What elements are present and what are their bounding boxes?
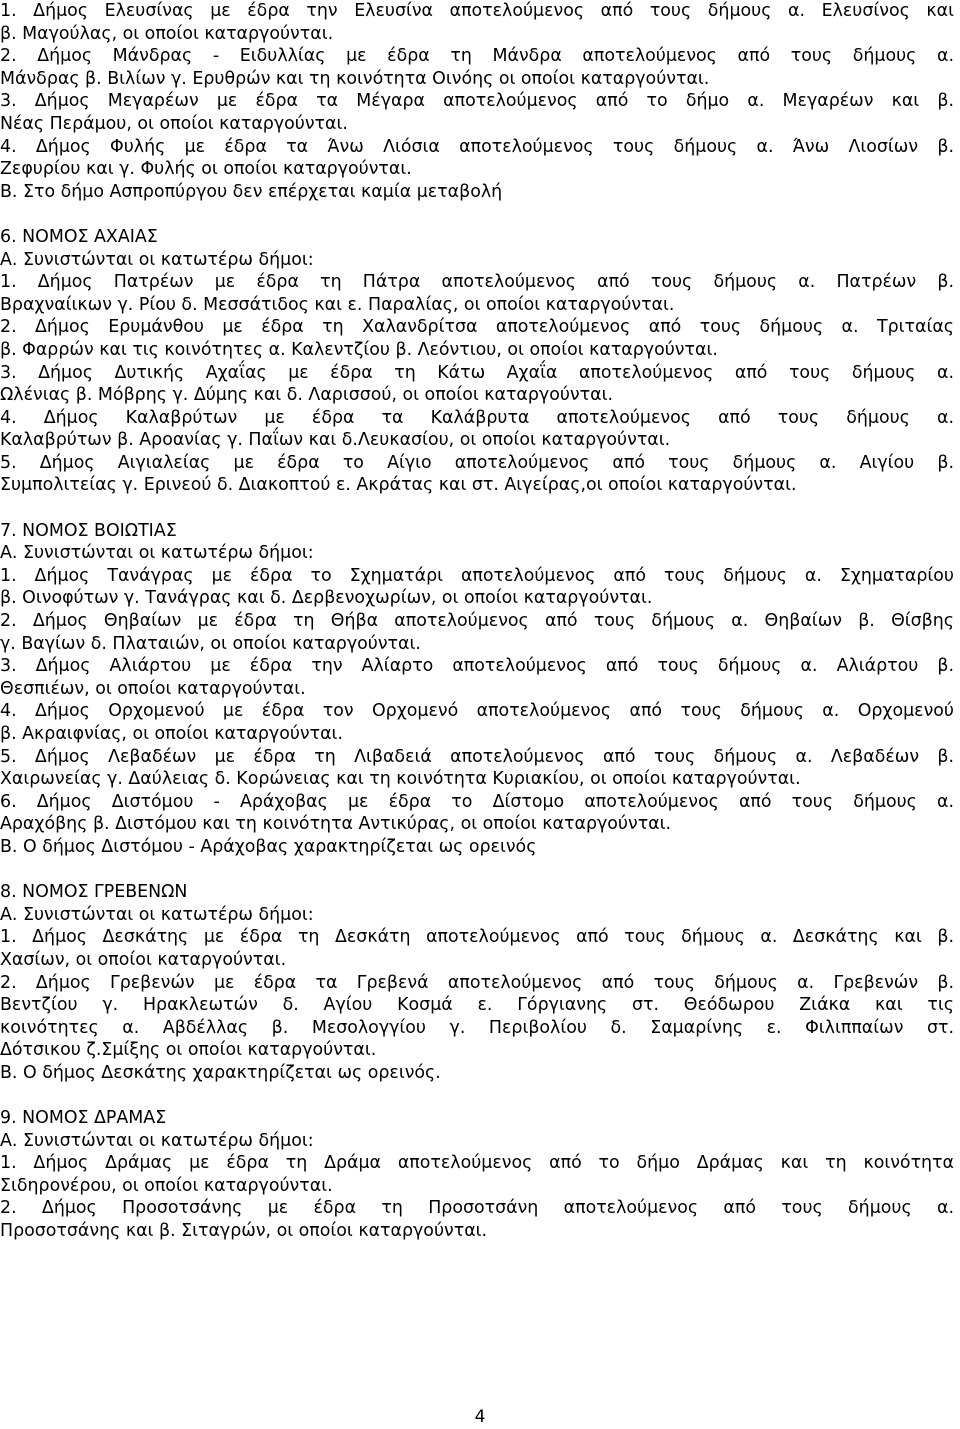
text-line: 1. Δήμος Δράμας με έδρα τη Δράμα αποτελούμενος από το δήμο Δράμας και τη κοινότητα	[0, 1153, 954, 1174]
text-line: β. Οινοφύτων γ. Τανάγρας και δ. Δερβενοχωρίων, οι οποίοι καταργούνται.	[0, 588, 653, 609]
text-line: Β. Ο δήμος Δεσκάτης χαρακτηρίζεται ως ορεινός.	[0, 1062, 441, 1083]
text-line: Χασίων, οι οποίοι καταργούνται.	[0, 949, 287, 970]
paragraph-gap	[0, 859, 954, 882]
text-line: Χαιρωνείας γ. Δαύλειας δ. Κορώνειας και τη κοινότητα Κυριακίου, οι οποίοι καταργούνται.	[0, 769, 801, 790]
text-line: Β. Στο δήμο Ασπροπύργου δεν επέρχεται καμία μεταβολή	[0, 181, 503, 202]
text-line: 2. Δήμος Ερυμάνθου με έδρα τη Χαλανδρίτσα αποτελούμενος από τους δήμους α. Τριταίας	[0, 317, 954, 338]
text-line: Σιδηρονέρου, οι οποίοι καταργούνται.	[0, 1175, 333, 1196]
text-line: 3. Δήμος Αλιάρτου με έδρα την Αλίαρτο αποτελούμενος από τους δήμους α. Αλιάρτου β.	[0, 656, 954, 677]
text-line: 4. Δήμος Φυλής με έδρα τα Άνω Λιόσια αποτελούμενος τους δήμους α. Άνω Λιοσίων β.	[0, 136, 954, 157]
text-line: 3. Δήμος Δυτικής Αχαΐας με έδρα τη Κάτω Αχαΐα αποτελούμενος από τους δήμους α.	[0, 362, 954, 383]
text-line: 8. ΝΟΜΟΣ ΓΡΕΒΕΝΩΝ	[0, 882, 188, 903]
text-line: 7. ΝΟΜΟΣ ΒΟΙΩΤΙΑΣ	[0, 520, 177, 541]
paragraph-gap	[0, 497, 954, 520]
paragraph-gap	[0, 1085, 954, 1108]
text-line: 2. Δήμος Γρεβενών με έδρα τα Γρεβενά αποτελούμενος από τους δήμους α. Γρεβενών β.	[0, 972, 954, 993]
text-line: 3. Δήμος Μεγαρέων με έδρα τα Μέγαρα αποτελούμενος από το δήμο α. Μεγαρέων και β.	[0, 91, 954, 112]
text-line: Προσοτσάνης και β. Σιταγρών, οι οποίοι καταργούνται.	[0, 1221, 488, 1242]
text-line: β. Μαγούλας, οι οποίοι καταργούνται.	[0, 23, 334, 44]
text-line: Νέας Περάμου, οι οποίοι καταργούνται.	[0, 113, 348, 134]
text-line: 2. Δήμος Προσοτσάνης με έδρα τη Προσοτσάνη αποτελούμενος από τους δήμους α.	[0, 1198, 954, 1219]
text-line: 1. Δήμος Τανάγρας με έδρα το Σχηματάρι αποτελούμενος από τους δήμους α. Σχηματαρίου	[0, 565, 954, 586]
text-line: 1. Δήμος Δεσκάτης με έδρα τη Δεσκάτη αποτελούμενος από τους δήμους α. Δεσκάτης και β.	[0, 927, 954, 948]
text-line: 5. Δήμος Αιγιαλείας με έδρα το Αίγιο αποτελούμενος από τους δήμους α. Αιγίου β.	[0, 452, 954, 473]
text-line: γ. Βαγίων δ. Πλαταιών, οι οποίοι καταργούνται.	[0, 633, 421, 654]
text-line: 1. Δήμος Ελευσίνας με έδρα την Ελευσίνα αποτελούμενος από τους δήμους α. Ελευσίνος και	[0, 1, 954, 21]
text-line: 1. Δήμος Πατρέων με έδρα τη Πάτρα αποτελούμενος από τους δήμους α. Πατρέων β.	[0, 272, 954, 293]
text-line: 9. ΝΟΜΟΣ ΔΡΑΜΑΣ	[0, 1108, 167, 1129]
text-line: 6. Δήμος Διστόμου - Αράχοβας με έδρα το Δίστομο αποτελούμενος από τους δήμους α.	[0, 791, 954, 812]
paragraph-gap	[0, 203, 954, 226]
text-line: Βραχναίικων γ. Ρίου δ. Μεσσάτιδος και ε. Παραλίας, οι οποίοι καταργούνται.	[0, 294, 675, 315]
text-line: Αραχόβης β. Διστόμου και τη κοινότητα Αντικύρας, οι οποίοι καταργούνται.	[0, 814, 672, 835]
text-line: β. Φαρρών και τις κοινότητες α. Καλεντζίου β. Λεόντιου, οι οποίοι καταργούνται.	[0, 339, 718, 360]
text-line: Β. Ο δήμος Διστόμου - Αράχοβας χαρακτηρίζεται ως ορεινός	[0, 836, 537, 857]
text-line: 4. Δήμος Καλαβρύτων με έδρα τα Καλάβρυτα αποτελούμενος από τους δήμους α.	[0, 407, 954, 428]
text-line: β. Ακραιφνίας, οι οποίοι καταργούνται.	[0, 724, 343, 744]
text-line: Ωλένιας β. Μόβρης γ. Δύμης και δ. Λαρισσού, οι οποίοι καταργούνται.	[0, 385, 613, 406]
text-line: Μάνδρας β. Βιλίων γ. Ερυθρών και τη κοινότητα Οινόης οι οποίοι καταργούνται.	[0, 68, 710, 89]
page-number: 4	[474, 1407, 486, 1427]
text-line: Δότσικου ζ.Σμίξης οι οποίοι καταργούνται.	[0, 1040, 377, 1061]
text-line: 4. Δήμος Ορχομενού με έδρα τον Ορχομενό αποτελούμενος από τους δήμους α. Ορχομενού	[0, 701, 954, 722]
text-line: Βεντζίου γ. Ηρακλεωτών δ. Αγίου Κοσμά ε. Γόργιανης στ. Θεόδωρου Ζιάκα και τις	[0, 995, 954, 1016]
text-line: Α. Συνιστώνται οι κατωτέρω δήμοι:	[0, 904, 314, 925]
text-line: Α. Συνιστώνται οι κατωτέρω δήμοι:	[0, 543, 314, 564]
text-line: 6. ΝΟΜΟΣ ΑΧΑΙΑΣ	[0, 226, 158, 247]
text-line: κοινότητες α. Αβδέλλας β. Μεσολογγίου γ. Περιβολίου δ. Σαμαρίνης ε. Φιλιππαίων στ.	[0, 1017, 954, 1038]
text-line: Καλαβρύτων β. Αροανίας γ. Παΐων και δ.Λευκασίου, οι οποίοι καταργούνται.	[0, 430, 671, 451]
text-line: 2. Δήμος Θηβαίων με έδρα τη Θήβα αποτελούμενος από τους δήμους α. Θηβαίων β. Θίσβης	[0, 611, 954, 632]
text-line: Συμπολιτείας γ. Ερινεού δ. Διακοπτού ε. Ακράτας και στ. Αιγείρας,οι οποίοι καταργούνται.	[0, 475, 797, 496]
text-line: Θεσπιέων, οι οποίοι καταργούνται.	[0, 678, 306, 699]
text-line: Ζεφυρίου και γ. Φυλής οι οποίοι καταργούνται.	[0, 159, 412, 180]
text-line: 5. Δήμος Λεβαδέων με έδρα τη Λιβαδειά αποτελούμενος από τους δήμους α. Λεβαδέων β.	[0, 746, 954, 767]
text-line: Α. Συνιστώνται οι κατωτέρω δήμοι:	[0, 1130, 314, 1151]
text-line: 2. Δήμος Μάνδρας - Ειδυλλίας με έδρα τη Μάνδρα αποτελούμενος από τους δήμους α.	[0, 46, 954, 67]
text-line: Α. Συνιστώνται οι κατωτέρω δήμοι:	[0, 249, 314, 270]
